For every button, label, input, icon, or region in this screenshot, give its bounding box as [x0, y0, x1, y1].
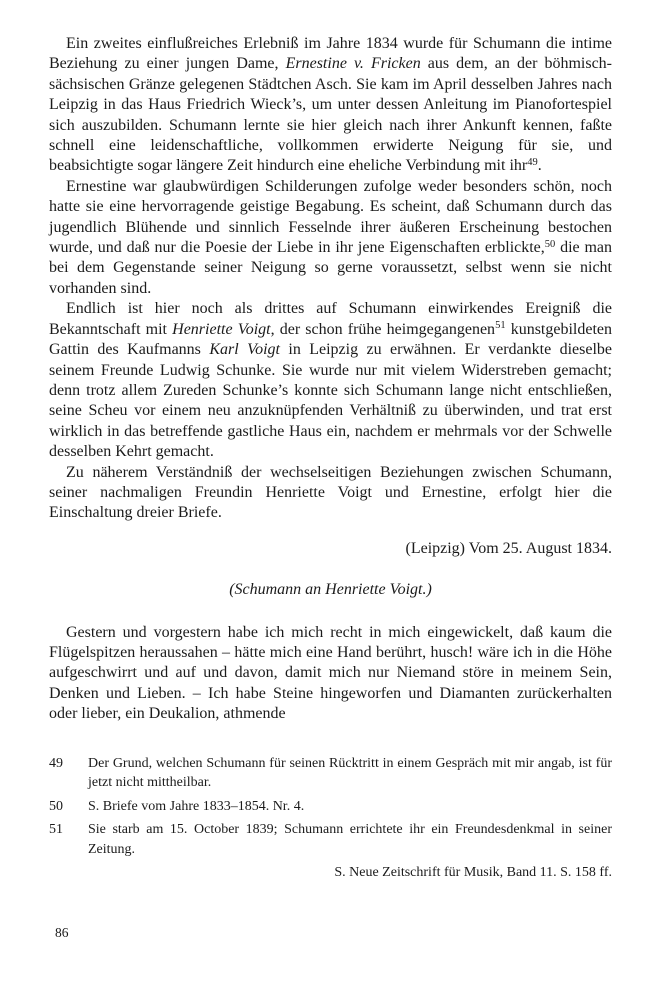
paragraph-2: Ernestine war glaubwürdigen Schilderungen zufolge weder besonders schön, noch hatte sie eine hervorragende geistige Begabung. Es scheint, daß Schumann durch das jugendlich Blühende und sinnlich Fesselnde ihrer äußeren Erscheinung bestochen wurde, und daß nur die Poesie der Liebe in ihr jene Eigenschaften erblickte,$^{50}$ die man bei dem Gegenstande seiner Neigung so gerne voraussetzt, selbst wenn sie nicht vorhanden sind.	[49, 177, 613, 297]
footnotes-section	[49, 754, 612, 883]
footnote-50	[49, 797, 612, 817]
footnote-49	[49, 754, 612, 793]
paragraph-4: Zu näherem Verständniß der wechselseitigen Beziehungen zwischen Schumann, seiner nachmaligen Freundin Henriette Voigt und Ernestine, erfolgt hier die Einschaltung dreier Briefe.	[49, 463, 612, 522]
paragraph-1: Ein zweites einflußreiches Erlebniß im Jahre 1834 wurde für Schumann die intime Beziehung zu einer jungen Dame, Ernestine v. Fricken aus dem, an der böhmisch-sächsischen Gränze gelegenen Städtchen Asch. Sie kam im April desselben Jahres nach Leipzig in das Haus Friedrich Wieck’s, um unter dessen Anleitung im Pianofortespiel sich auszubilden. Schumann lernte sie hier gleich nach ihrer Ankunft kennen, faßte schnell eine leidenschaftliche, vollkommen erwiderte Neigung für sie, und beabsichtigte sogar längere Zeit hindurch eine eheliche Verbindung mit ihr$^{49}$.	[49, 35, 613, 175]
main-text-block	[49, 34, 612, 524]
letter-heading: (Schumann an Henriette Voigt.)	[229, 581, 432, 599]
footnote-number: 50	[49, 798, 63, 814]
footnote-51	[49, 820, 612, 859]
footnote-text: Der Grund, welchen Schumann für seinen Rücktritt in einem Gespräch mit mir angab, ist für jetzt nicht mittheilbar.	[88, 755, 612, 791]
paragraph-5: Gestern und vorgestern habe ich mich recht in mich eingewickelt, daß kaum die Flügelspitzen heraussahen – hätte mich eine Hand berührt, husch! wäre ich in die Höhe aufgeschwirrt und auf und davon, damit mich nur Niemand störe in meinem Sein, Denken und Lieben. – Ich habe Steine hingeworfen und Diamanten zurückerhalten oder lieber, ein Deukalion, athmende	[49, 623, 612, 723]
page-number: 86	[55, 925, 69, 940]
footnote-text: Sie starb am 15. October 1839; Schumann errichtete ihr ein Freundesdenkmal in seiner Zeitung.	[88, 822, 612, 857]
footnote-number: 49	[49, 755, 63, 771]
footnote-source-line: S. Neue Zeitschrift für Musik, Band 11. S. 158 ff.	[334, 865, 612, 881]
paragraph-3: Endlich ist hier noch als drittes auf Schumann einwirkendes Ereigniß die Bekanntschaft mit Henriette Voigt, der schon frühe heimgegangenen$^{51}$ kunstgebildeten Gattin des Kaufmanns Karl Voigt in Leipzig zu erwähnen. Er verdankte dieselbe seinem Freunde Ludwig Schunke. Sie wurde nur mit vielem Widerstreben gemacht; denn trotz allem Zureden Schunke’s konnte sich Schumann lange nicht entschließen, seine Scheu vor einem neu anzuknüpfenden Verhältniß zu überwinden, und trat erst wirklich in das betreffende gastliche Haus ein, nachdem er mehrmals vor der Schwelle desselben Kehrt gemacht.	[49, 300, 613, 461]
letter-date-line: (Leipzig) Vom 25. August 1834.	[405, 539, 612, 557]
footnote-text: S. Briefe vom Jahre 1833–1854. Nr. 4.	[88, 798, 305, 814]
footnote-number: 51	[49, 822, 63, 838]
